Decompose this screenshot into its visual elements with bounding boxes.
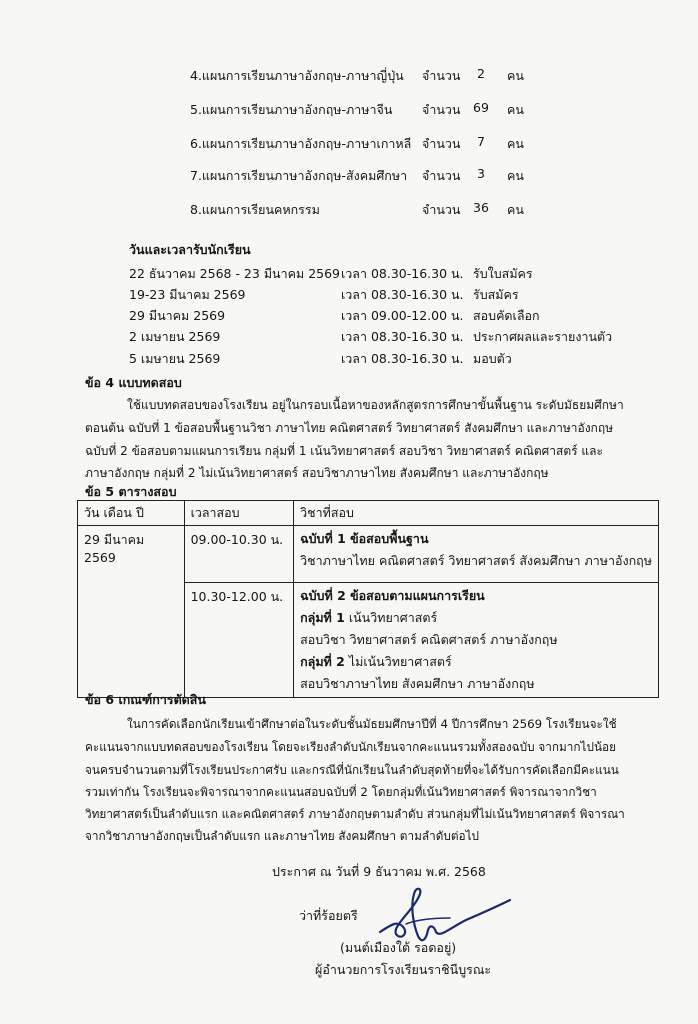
signature-prefix: ว่าที่ร้อยตรี bbox=[299, 908, 358, 923]
exam-date: 29 มีนาคม 2569 bbox=[78, 526, 185, 698]
plan-qty-word: จำนวน bbox=[422, 202, 461, 217]
plan-unit: คน bbox=[507, 202, 524, 217]
paragraph-line: คะแนนจากแบบทดสอบของโรงเรียน โดยจะเรียงลำดับนักเรียนจากคะแนนรวมทั้งสองฉบับ จากมากไปน้อย bbox=[85, 740, 617, 754]
table-header-row bbox=[78, 501, 659, 526]
plan-name: 4.แผนการเรียนภาษาอังกฤษ-ภาษาญี่ปุ่น bbox=[190, 68, 404, 83]
paragraph-line: วิทยาศาสตร์เป็นลำดับแรก และคณิตศาสตร์ ภาษาอังกฤษตามลำดับ ส่วนกลุ่มที่ไม่เน้นวิทยาศาสตร์ พิจารณา bbox=[85, 807, 625, 821]
schedule-activity: รับสมัคร bbox=[473, 287, 519, 302]
plan-name: 7.แผนการเรียนภาษาอังกฤษ-สังคมศึกษา bbox=[190, 168, 408, 183]
plan-name: 8.แผนการเรียนคหกรรม bbox=[190, 202, 320, 217]
plan-unit: คน bbox=[507, 136, 524, 151]
schedule-activity: สอบคัดเลือก bbox=[473, 308, 540, 323]
paragraph-line: ในการคัดเลือกนักเรียนเข้าศึกษาต่อในระดับชั้นมัธยมศึกษาปีที่ 4 ปีการศึกษา 2569 โรงเรียนจะใช้ bbox=[127, 717, 617, 731]
schedule-date: 29 มีนาคม 2569 bbox=[129, 308, 226, 323]
plan-name: 5.แผนการเรียนภาษาอังกฤษ-ภาษาจีน bbox=[190, 102, 393, 117]
paragraph-line: จนครบจำนวนตามที่โรงเรียนประกาศรับ และกรณีที่นักเรียนในลำดับสุดท้ายที่จะได้รับการคัดเลือกมีคะแนน bbox=[85, 763, 619, 777]
plan-qty-word: จำนวน bbox=[422, 168, 461, 183]
schedule-activity: มอบตัว bbox=[473, 351, 512, 366]
announcement-date: ประกาศ ณ วันที่ 9 ธันวาคม พ.ศ. 2568 bbox=[272, 864, 486, 879]
group2-label: กลุ่มที่ 2 bbox=[300, 654, 345, 669]
table-row bbox=[78, 526, 659, 583]
group2-subjects: สอบวิชาภาษาไทย สังคมศึกษา ภาษาอังกฤษ bbox=[300, 676, 535, 691]
plan-qty-word: จำนวน bbox=[422, 68, 461, 83]
paragraph-line: จากวิชาภาษาอังกฤษเป็นลำดับแรก และภาษาไทย สังคมศึกษา ตามลำดับต่อไป bbox=[85, 829, 480, 843]
group1-label: กลุ่มที่ 1 bbox=[300, 610, 345, 625]
slot2-title: ฉบับที่ 2 ข้อสอบตามแผนการเรียน bbox=[300, 588, 485, 603]
schedule-time: เวลา 08.30-16.30 น. bbox=[341, 287, 464, 302]
slot1-subjects: วิชาภาษาไทย คณิตศาสตร์ วิทยาศาสตร์ สังคมศึกษา ภาษาอังกฤษ bbox=[300, 553, 652, 568]
plan-unit: คน bbox=[507, 102, 524, 117]
group1-text: เน้นวิทยาศาสตร์ bbox=[344, 610, 438, 625]
schedule-activity: ประกาศผลและรายงานตัว bbox=[473, 329, 613, 344]
paragraph-line: ใช้แบบทดสอบของโรงเรียน อยู่ในกรอบเนื้อหาของหลักสูตรการศึกษาขั้นพื้นฐาน ระดับมัธยมศึกษา bbox=[127, 398, 624, 412]
plan-unit: คน bbox=[507, 168, 524, 183]
schedule-activity: รับใบสมัคร bbox=[473, 266, 533, 281]
header-date: วัน เดือน ปี bbox=[78, 501, 185, 526]
slot2-time: 10.30-12.00 น. bbox=[184, 583, 294, 698]
slot1-time: 09.00-10.30 น. bbox=[184, 526, 294, 583]
schedule-time: เวลา 09.00-12.00 น. bbox=[341, 308, 464, 323]
section5-heading: ข้อ 5 ตารางสอบ bbox=[85, 484, 177, 499]
schedule-date: 19-23 มีนาคม 2569 bbox=[129, 287, 246, 302]
signatory-position: ผู้อำนวยการโรงเรียนราชินีบูรณะ bbox=[315, 962, 492, 977]
paragraph-line: ตอนต้น ฉบับที่ 1 ข้อสอบพื้นฐานวิชา ภาษาไทย คณิตศาสตร์ วิทยาศาสตร์ สังคมศึกษา และภาษาอังกฤษ bbox=[85, 421, 613, 435]
group2-text: ไม่เน้นวิทยาศาสตร์ bbox=[344, 654, 452, 669]
schedule-date: 22 ธันวาคม 2568 - 23 มีนาคม 2569 bbox=[129, 266, 341, 281]
slot1-subjects-cell bbox=[294, 526, 659, 583]
schedule-time: เวลา 08.30-16.30 น. bbox=[341, 329, 464, 344]
paragraph-line: ฉบับที่ 2 ข้อสอบตามแผนการเรียน กลุ่มที่ 1 เน้นวิทยาศาสตร์ สอบวิชา วิทยาศาสตร์ คณิตศาสตร์ และ bbox=[85, 444, 603, 458]
schedule-date: 2 เมษายน 2569 bbox=[129, 329, 221, 344]
plan-count: 7 bbox=[477, 134, 485, 149]
group1-line bbox=[300, 607, 652, 629]
exam-schedule-table bbox=[77, 500, 659, 698]
plan-name: 6.แผนการเรียนภาษาอังกฤษ-ภาษาเกาหลี bbox=[190, 136, 412, 151]
section4-heading: ข้อ 4 แบบทดสอบ bbox=[85, 375, 182, 390]
group2-line bbox=[300, 651, 652, 673]
paragraph-line: รวมเท่ากัน โรงเรียนจะพิจารณาจากคะแนนสอบฉบับที่ 2 โดยกลุ่มที่เน้นวิทยาศาสตร์ พิจารณาจากวิชา bbox=[85, 785, 597, 799]
header-subject: วิชาที่สอบ bbox=[294, 501, 659, 526]
plan-count: 69 bbox=[473, 100, 489, 115]
header-time: เวลาสอบ bbox=[184, 501, 294, 526]
paragraph-line: ภาษาอังกฤษ กลุ่มที่ 2 ไม่เน้นวิทยาศาสตร์ สอบวิชาภาษาไทย สังคมศึกษา และภาษาอังกฤษ bbox=[85, 466, 549, 480]
group1-subjects: สอบวิชา วิทยาศาสตร์ คณิตศาสตร์ ภาษาอังกฤษ bbox=[300, 632, 558, 647]
slot2-subjects-cell bbox=[294, 583, 659, 698]
plan-count: 2 bbox=[477, 66, 485, 81]
schedule-time: เวลา 08.30-16.30 น. bbox=[341, 351, 464, 366]
schedule-heading: วันและเวลารับนักเรียน bbox=[129, 242, 251, 257]
plan-qty-word: จำนวน bbox=[422, 136, 461, 151]
section6-heading: ข้อ 6 เกณฑ์การตัดสิน bbox=[85, 692, 206, 707]
plan-count: 36 bbox=[473, 200, 489, 215]
slot1-title: ฉบับที่ 1 ข้อสอบพื้นฐาน bbox=[300, 531, 429, 546]
plan-count: 3 bbox=[477, 166, 485, 181]
schedule-date: 5 เมษายน 2569 bbox=[129, 351, 221, 366]
schedule-time: เวลา 08.30-16.30 น. bbox=[341, 266, 464, 281]
plan-qty-word: จำนวน bbox=[422, 102, 461, 117]
plan-unit: คน bbox=[507, 68, 524, 83]
signatory-name: (มนต์เมืองใต้ รอดอยู่) bbox=[340, 940, 457, 955]
